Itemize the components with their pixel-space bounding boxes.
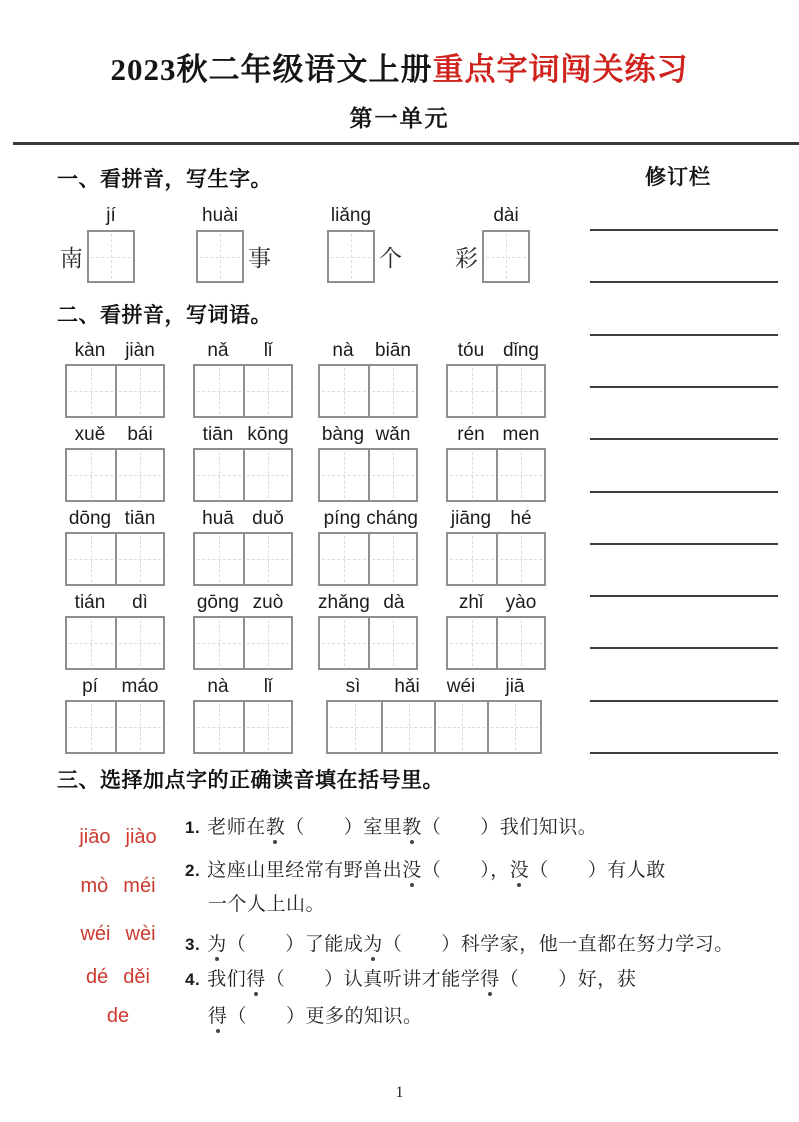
revision-column-label: 修订栏 [645,166,711,189]
pinyin-label: dài [493,205,519,226]
section-two-heading: 二、看拼音，写词语。 [57,304,272,327]
pinyin-option-syllable: jiāo [79,826,111,848]
pinyin-label: nà [332,340,354,361]
question-text: （ ）了能成 [226,934,364,955]
question-text: 老师在 [207,817,266,838]
pinyin-label: liǎng [330,205,372,226]
question-line [185,966,770,993]
pinyin-label: tóu [457,340,485,361]
pinyin-label: biān [375,340,411,361]
pinyin-label: tiān [124,508,156,529]
question-text: 一个人上山。 [208,894,326,915]
page-title-black: 2023秋二年级语文上册 [110,52,433,87]
dotted-character: 没 [509,860,530,881]
question-text: （ ）更多的知识。 [227,1006,423,1027]
word-write-group [446,422,546,502]
question-number: 1. [185,818,201,837]
page-title-red: 重点字词闯关练习 [432,52,689,87]
pinyin-label: yào [505,592,537,613]
question-text: （ ）， [421,860,510,881]
writing-cell [115,534,163,584]
writing-box [193,616,293,670]
pinyin-row [326,674,542,698]
pinyin-label: pí [82,676,98,697]
question-text: （ ）室里 [285,817,403,838]
writing-cell [487,702,540,752]
pinyin-label: jiāng [450,508,492,529]
revision-line [590,229,778,231]
pinyin-label: hé [510,508,532,529]
question-line [185,814,770,841]
writing-cell [320,618,368,668]
pinyin-label: zuò [252,592,284,613]
pinyin-label: lǐ [263,676,273,697]
writing-cell [496,618,544,668]
writing-box [193,364,293,418]
pinyin-label: kōng [247,424,289,445]
pinyin-row [446,338,546,362]
question-line [185,931,770,958]
writing-cell [496,450,544,500]
revision-line [590,491,778,493]
pinyin-row [65,506,165,530]
pinyin-option-syllable: děi [123,966,150,988]
pinyin-label: hǎi [394,676,420,697]
pinyin-label: men [502,424,540,445]
pinyin-label: duǒ [252,508,284,529]
pinyin-row [318,422,418,446]
dotted-character: 为 [363,934,383,955]
pinyin-label: sì [345,676,361,697]
writing-cell [448,366,496,416]
question-line [208,891,793,918]
revision-line [590,752,778,754]
pinyin-label: píng [323,508,361,529]
dotted-character: 教 [402,817,422,838]
word-write-group [318,506,418,586]
write-char-unit [455,205,530,283]
pinyin-row [65,422,165,446]
given-character: 彩 [455,246,478,271]
pinyin-label: dà [383,592,405,613]
pinyin-label: huā [202,508,234,529]
writing-cell [320,450,368,500]
writing-box [65,616,165,670]
writing-box [65,364,165,418]
writing-cell [243,534,291,584]
pinyin-option-syllable: dé [86,966,109,988]
word-write-group [193,590,293,670]
pinyin-row [193,506,293,530]
writing-cell [243,450,291,500]
dotted-character: 得 [246,969,266,990]
pinyin-label: gōng [196,592,240,613]
writing-cell [434,702,487,752]
word-write-group [65,422,165,502]
given-character: 南 [60,246,83,271]
pinyin-option-syllable: jiào [125,826,157,848]
writing-box [446,364,546,418]
question-text: （ ）我们知识。 [421,817,598,838]
writing-cell [320,366,368,416]
revision-line [590,386,778,388]
word-write-group [446,506,546,586]
writing-cell [368,450,416,500]
pinyin-row [446,422,546,446]
pinyin-label: máo [121,676,159,697]
pinyin-label: dǐng [503,340,539,361]
section-three-heading: 三、选择加点字的正确读音填在括号里。 [57,769,444,792]
dotted-character: 得 [480,969,500,990]
pinyin-row [193,422,293,446]
pinyin-label: bàng [321,424,365,445]
writing-cell [67,702,115,752]
writing-box [87,205,135,283]
writing-cell [115,618,163,668]
dotted-character: 为 [207,934,227,955]
revision-line [590,438,778,440]
pinyin-label: jiā [505,676,525,697]
word-write-group [65,506,165,586]
writing-box [193,532,293,586]
pinyin-label: bái [127,424,153,445]
pinyin-option [48,966,188,989]
writing-cell [496,366,544,416]
pinyin-label: nà [207,676,229,697]
writing-cell [320,534,368,584]
word-write-group [193,506,293,586]
writing-box [446,616,546,670]
pinyin-label: jiàn [125,340,155,361]
word-write-group [318,338,418,418]
writing-cell [243,618,291,668]
pinyin-option-syllable: de [106,1005,130,1027]
question-number: 4. [185,970,201,989]
dotted-character: 得 [208,1006,228,1027]
writing-cell [243,366,291,416]
word-write-group [446,590,546,670]
pinyin-row [193,590,293,614]
dotted-character: 教 [265,817,286,838]
pinyin-label: wǎn [375,424,411,445]
writing-cell [115,450,163,500]
question-text: （ ）科学家，他一直都在努力学习。 [382,934,734,955]
pinyin-label: jí [106,205,116,226]
pinyin-row [446,590,546,614]
writing-cell [496,534,544,584]
question-text: （ ）认真听讲才能学 [265,969,481,990]
question-text: （ ）好，获 [499,969,637,990]
word-write-group [65,590,165,670]
writing-box [482,205,530,283]
pinyin-label: nǎ [207,340,229,361]
pinyin-label: zhǐ [458,592,484,613]
writing-box [446,532,546,586]
pinyin-label: dōng [68,508,112,529]
write-char-unit [327,205,402,283]
pinyin-option-syllable: wéi [80,923,111,945]
writing-cell [67,534,115,584]
writing-cell [381,702,434,752]
pinyin-option [48,1005,188,1028]
revision-line [590,595,778,597]
pinyin-row [65,338,165,362]
pinyin-label: xuě [74,424,106,445]
pinyin-row [65,590,165,614]
writing-cell [448,534,496,584]
pinyin-row [318,590,418,614]
pinyin-row [65,674,165,698]
writing-cell [195,702,243,752]
pinyin-label: tián [74,592,106,613]
writing-box [327,205,375,283]
pinyin-label: huài [202,205,238,226]
writing-cell [368,366,416,416]
writing-cell [243,702,291,752]
question-text: 这座山里经常有野兽出 [207,860,403,881]
writing-box [318,448,418,502]
word-write-group [193,422,293,502]
pinyin-row [193,338,293,362]
pinyin-row [193,674,293,698]
pinyin-row [318,506,418,530]
pinyin-option-syllable: méi [123,875,156,897]
word-write-group [193,674,293,754]
writing-cell [67,618,115,668]
pinyin-option-syllable: wèi [125,923,156,945]
writing-box [318,364,418,418]
writing-cell [328,702,381,752]
writing-box [318,616,418,670]
writing-box [193,448,293,502]
revision-line [590,334,778,336]
question-number: 3. [185,935,201,954]
revision-line [590,281,778,283]
word-write-group [318,422,418,502]
pinyin-option-syllable: mò [80,875,109,897]
pinyin-label: zhǎng [318,592,370,613]
writing-cell [195,618,243,668]
pinyin-option [48,826,188,849]
revision-line [590,543,778,545]
pinyin-label: lǐ [263,340,273,361]
write-char-unit [60,205,135,283]
pinyin-row [318,338,418,362]
writing-box [326,700,542,754]
word-write-group [65,338,165,418]
pinyin-label: cháng [366,508,418,529]
pinyin-label: wéi [446,676,476,697]
writing-cell [67,366,115,416]
writing-cell [115,366,163,416]
given-character: 个 [379,246,402,271]
writing-cell [368,534,416,584]
header-divider [13,142,799,145]
word-write-group [318,590,418,670]
question-line [185,857,770,884]
pinyin-label: rén [457,424,485,445]
writing-cell [448,618,496,668]
revision-line [590,647,778,649]
question-number: 2. [185,861,201,880]
writing-cell [67,450,115,500]
writing-cell [195,366,243,416]
writing-cell [448,450,496,500]
word-write-group [65,674,165,754]
pinyin-label: kàn [74,340,106,361]
question-text: （ ）有人敢 [529,860,666,881]
page-number: 1 [395,1084,404,1101]
word-write-group [446,338,546,418]
writing-box [196,205,244,283]
unit-subtitle: 第一单元 [349,106,450,131]
pinyin-label: dì [132,592,148,613]
writing-cell [195,534,243,584]
page-title [0,44,799,89]
dotted-character: 没 [402,860,422,881]
writing-box [446,448,546,502]
pinyin-label: tiān [202,424,234,445]
writing-cell [115,702,163,752]
writing-box [65,700,165,754]
section-one-heading: 一、看拼音，写生字。 [57,168,272,191]
pinyin-option [48,923,188,946]
revision-line [590,700,778,702]
question-text: 我们 [207,969,247,990]
pinyin-option [48,875,188,898]
writing-cell [368,618,416,668]
word-write-group [193,338,293,418]
writing-cell [195,450,243,500]
writing-box [193,700,293,754]
word-write-group [326,674,542,754]
question-line [208,1003,793,1030]
given-character: 事 [248,246,271,271]
writing-box [65,448,165,502]
writing-box [65,532,165,586]
pinyin-row [446,506,546,530]
writing-box [318,532,418,586]
write-char-unit [196,205,271,283]
